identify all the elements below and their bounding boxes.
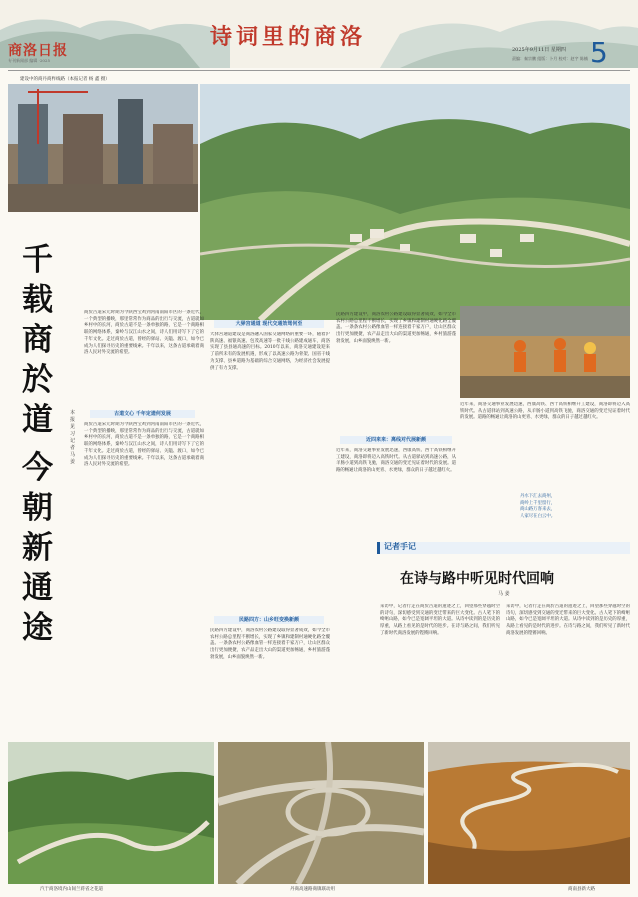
section-heading-4: 近四来来：离线对代展新颜: [340, 436, 452, 444]
page-number: 5: [590, 36, 608, 68]
poem-line: 人家尽在白云中。: [520, 514, 556, 520]
body-column-2b: 民路四方建设中，商洛农村公路建设取得显著成效，如今全市农村公路总里程不断增长，实现了乡镇和建制村通硬化路全覆盖。一条条农村公路像血管一样连接着千家万户，让山区群众出行更加便捷，农产品走出大山的渠道更加畅通，乡村旅游蓬勃发展，山乡面貌焕然一新。: [210, 628, 330, 660]
body-column-1b: 商於古道宋元时期为今陕西宝鸡到河南南阳市区的一条近代，一个典型的播映，那里常常作为商品的出行与交流，古道就如乡村中的长河，商於古道不是一条单独的路，它是一个商路相联的网络体系，秦岭与汉江山水之间，诗人们用诗写下了它的千年文化。走过商於古道，曾经的驿站、关隘、渡口，如今已成为人们探寻历史的重要线索。千年以来，这条古道承载着商洛人民对外交流的希望。: [84, 422, 204, 468]
header-divider: [8, 70, 630, 71]
poem-line: 丹水下汇去商州，: [520, 494, 556, 499]
photo-caption-bottom-mid: 丹商高速路商镇联动用: [290, 887, 335, 892]
page-header: [0, 0, 638, 68]
construction-photo: [8, 84, 198, 212]
body-column-2: 大驿宫通道建设是商洛融入国家交通网络的重要一环，随着沪陕高速、福银高速、包茂高速等一批干线公路建成通车，商洛实现了县县通高速的目标。2010年以来，商洛交通建设迎来了前所未有的发展机遇，形成了以高速公路为骨架、国省干线为支撑、县乡道路为基础的综合交通网络，为经济社会发展提供了有力支撑。: [210, 332, 330, 371]
poem-line: 商山路万客来去，: [520, 507, 556, 513]
note-title: 在诗与路中听见时代回响: [400, 571, 554, 587]
winding-road-photo: [428, 742, 630, 884]
body-column-3: 民路四方建设中，商洛农村公路建设取得显著成效，如今全市农村公路总里程不断增长，实现了乡镇和建制村通硬化路全覆盖。一条条农村公路像血管一样连接着千家万户，让山区群众出行更加便捷，农产品走出大山的渠道更加畅通，乡村旅游蓬勃发展，山乡面貌焕然一新。: [336, 312, 456, 344]
note-author: 马 姜: [498, 591, 510, 597]
photo-caption-bottom-right: 商南县新大路: [568, 887, 595, 892]
headline-line-1: 千载商於道: [22, 242, 53, 438]
section-heading-3: 民路四方：山乡旺变换新颜: [214, 616, 324, 624]
body-column-4: 近年来，商洛交通事业发展迅速，西康高铁、西十高铁相继开工建设，商洛即将迈入高铁时代。从古道驿站到高速公路，从羊肠小道到高铁飞驰，商洛交通的变迁见证着时代的发展。道路的畅通让商洛的山更青、水更绿，群众的日子越过越红火。: [460, 402, 630, 421]
workers-photo: [460, 306, 630, 398]
valley-aerial-photo: [200, 84, 630, 320]
poem-block: [520, 494, 555, 521]
section-title: 诗词里的商洛: [210, 24, 367, 50]
headline-line-2: 今朝新通途: [22, 450, 53, 646]
note-body-right: 采访中，记者行走在商於古道的遗迹之上，回望那些穿越时空的诗句，深切感受到交通的变迁带来的巨大变化。古人笔下的崎岖山路，如今已是宽阔平坦的大道。从诗中读到的是历史的厚重，从路上看见的是时代的进步。在诗与路之间，我们听见了新时代商洛发展的铿锵回响。: [506, 604, 630, 636]
body-column-1a: 商於古道宋元时期为今陕西宝鸡到河南南阳市区的一条近代，一个典型的播映，那里常常作为商品的出行与交流，古道就如乡村中的长河，商於古道不是一条单独的路，它是一个商路相联的网络体系，秦岭与汉江山水之间，诗人们用诗写下了它的千年文化。走过商於古道，曾经的驿站、关隘、渡口，如今已成为人们探寻历史的重要线索。千年以来，这条古道承载着商洛人民对外交流的希望。: [84, 310, 204, 356]
note-body-left: 采访中，记者行走在商於古道的遗迹之上，回望那些穿越时空的诗句，深切感受到交通的变迁带来的巨大变化。古人笔下的崎岖山路，如今已是宽阔平坦的大道。从诗中读到的是历史的厚重，从路上看见的是时代的进步。在诗与路之间，我们听见了新时代商洛发展的铿锵回响。: [380, 604, 500, 636]
note-label: 记者手记: [384, 541, 416, 551]
masthead-logo: 商洛日报: [8, 43, 68, 59]
date-line: 2025年9月11日 星期四: [512, 47, 566, 53]
section-heading-1: 古道文心 千年定遗何发展: [90, 410, 195, 418]
highway-interchange-photo: [218, 742, 424, 884]
editor-line: 责编：秦宗鹏 组版：卜月 校对：赵宇 陈楠: [512, 56, 588, 61]
photo-caption-bottom-left: 汽于商洛境内山间兰蒋省之花道: [40, 887, 103, 892]
body-column-3b: 近年来，商洛交通事业发展迅速，西康高铁、西十高铁相继开工建设，商洛即将迈入高铁时代。从古道驿站到高速公路，从羊肠小道到高铁飞驰，商洛交通的变迁见证着时代的发展。道路的畅通让商洛的山更青、水更绿，群众的日子越过越红火。: [336, 448, 456, 474]
masthead-subline: 专刊新闻部 编辑 ·2025: [8, 58, 50, 63]
main-headline: [22, 240, 64, 648]
section-heading-2: 大驿宫通道 现代交通效驾何至: [214, 320, 324, 328]
mountain-road-photo: [8, 742, 214, 884]
poem-line: 商岭上千里留行，: [520, 500, 556, 506]
byline: 本报见习记者 马 姜: [70, 410, 76, 465]
photo-caption-top-left: 建设中的商丹商柞线路（本报记者 杨 鑫 摄）: [20, 77, 110, 82]
